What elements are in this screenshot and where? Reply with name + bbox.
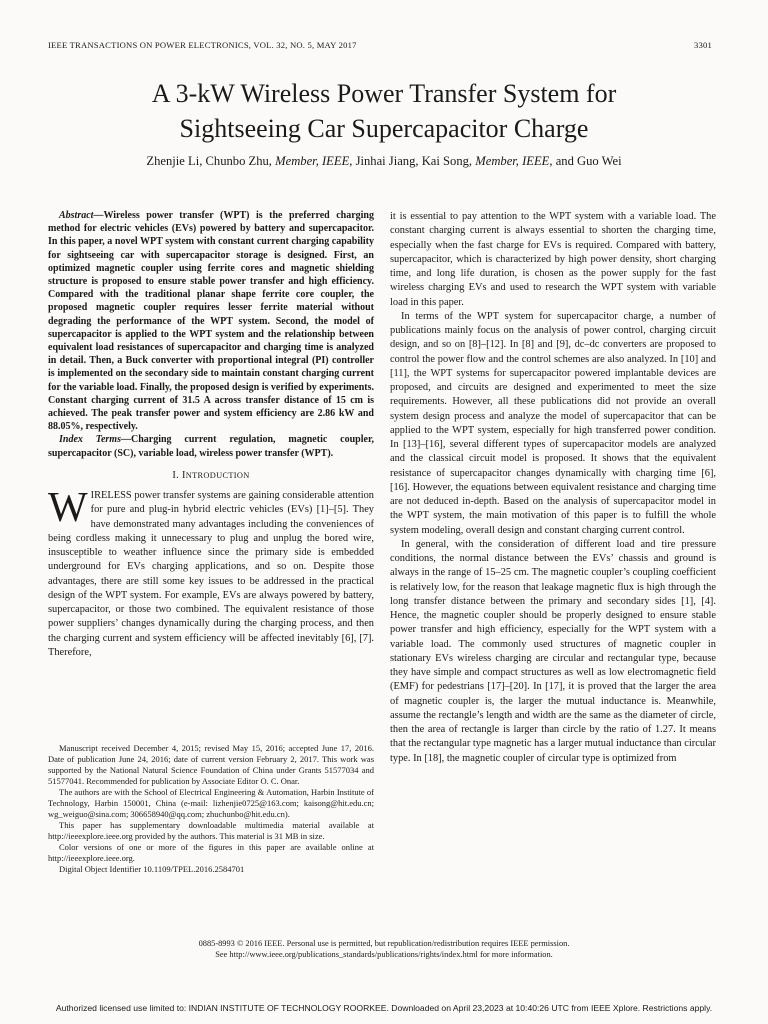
running-header (48, 40, 712, 50)
right-paragraph-3: In general, with the consideration of different load and tire pressure conditions, the normal distance between the EVs’ chassis and ground is always in the range of 15–25 cm. The magnetic coupler’s coupling coefficient is relatively low, for the reason that leakage magnetic flux is high through the long transfer distance between the primary and secondary sides [1], [4]. Hence, the magnetic coupler should be properly designed to ensure stable power transfer and high efficiency, especially for the WPT system with a variable load. The commonly used structures of magnetic coupler in stationary EVs wireless charging are circular and rectangular type, because they have simple and compact structures as well as low electromagnetic field (EMF) for pedestrians [17]–[20]. In [17], it is proved that the larger the area of magnetic coupler is, the larger the mutual inductance is. Meanwhile, assume the rectangle’s length and width are the same as the diameter of circle, then the area of rectangle is larger than circle by the ratio of 1.27. It means that the rectangular type magnetic has a larger mutual inductance than circular type. In [18], the magnetic coupler of circular type is optimized from (390, 538, 716, 764)
section-number: I. (172, 469, 180, 481)
copyright-notice (0, 938, 768, 960)
copyright-line-2: See http://www.ieee.org/publications_standards/publications/rights/index.html for more information. (215, 950, 553, 959)
authors-part-3: and Guo Wei (555, 154, 622, 168)
copyright-line-1: 0885-8993 © 2016 IEEE. Personal use is permitted, but republication/redistribution requires IEEE permission. (198, 939, 570, 948)
index-terms-text: Charging current regulation, magnetic coupler, supercapacitor (SC), variable load, wireless power transfer (WPT). (48, 434, 374, 459)
intro-text: IRELESS power transfer systems are gaining considerable attention for pure and plug-in hybrid electric vehicles (EVs) [1]–[5]. They have demonstrated many advantages including the conveniences of being cordless making it unnecessary to plug and unplug the bored wire, insusceptible to weather influence since the primary side is embedded underground for EVs charging applications, and so on. Despite those advantages, there are still some key issues to be addressed in the practical design of the WPT system. For example, EVs are always powered by battery, supercapacitor, or those two combined. The equivalent resistance of those power suppliers’ changes dynamically during the charging process, and then the charging current and system efficiency will be affected inevitably [6], [7]. Therefore, (48, 490, 374, 658)
authors-part-1: Zhenjie Li, Chunbo Zhu, (146, 154, 272, 168)
page-number: 3301 (694, 40, 712, 50)
member-ieee-1: Member, IEEE, (275, 154, 353, 168)
authorized-use-notice: Authorized licensed use limited to: INDIAN INSTITUTE OF TECHNOLOGY ROORKEE. Downloaded on April 23,2023 at 10:40:26 UTC from IEEE Xplore. Restrictions apply. (55, 1003, 713, 1013)
footnote-affiliation: The authors are with the School of Electrical Engineering & Automation, Harbin Institute of Technology, Harbin 150001, China (e-mail: lizhenjie0725@163.com; kaisong@hit.edu.cn; wg_weiguo@sina.com; 306658940@qq.com; zhuchunbo@hit.edu.cn). (48, 787, 374, 819)
section-first-letter: I (182, 469, 186, 481)
section-title-rest: NTRODUCTION (185, 470, 250, 480)
footnote-color: Color versions of one or more of the figures in this paper are available online at http://ieeexplore.ieee.org. (48, 842, 374, 863)
right-paragraph-2: In terms of the WPT system for supercapacitor charge, a number of publications mainly focus on the analysis of power control, charging circuit design, and so on [8]–[12]. In [8] and [9], dc–dc converters are proposed to control the power flow and the control schemes are also analyzed. In [10] and [11], the WPT systems for supercapacitor powered implantable devices are proposed, and circuits are designed and experimented to meet the size requirements. However, all these publications did not provide an overall system design process and analyze the model of supercapacitor that can be applied to the WPT system, especially for high transferred power condition. In [13]–[16], several different types of supercapacitor models are analyzed and the classical circuit model is proposed. It shows that the equivalent resistance of supercapacitor changes dynamically with charging time [6], [16]. However, the equations between equivalent resistance and charging time are not deduced in-depth. Based on the analysis of supercapacitor model in the WPT system, the main motivation of this paper is to fulfill the whole system modeling, overall design and constant charging current control. (390, 310, 716, 536)
footnotes (48, 743, 374, 875)
index-terms-label: Index Terms— (59, 434, 131, 446)
index-terms (48, 433, 374, 459)
member-ieee-2: Member, IEEE, (475, 154, 553, 168)
right-paragraph-1: it is essential to pay attention to the WPT system with a variable load. The constant charging current is always essential to shorten the charging time, especially when the fast charge for EVs is required. Compared with battery, supercapacitor, which is characterized by high power density, short charging time, and long life duration, is chosen as the power supply for the fast wireless charging EVs and used to research the WPT system with variable load in this paper. (390, 211, 716, 308)
right-column (390, 210, 716, 766)
journal-info: IEEE TRANSACTIONS ON POWER ELECTRONICS, VOL. 32, NO. 5, MAY 2017 (48, 40, 357, 50)
footnote-doi: Digital Object Identifier 10.1109/TPEL.2016.2584701 (59, 864, 245, 874)
paper-title (0, 76, 768, 146)
drop-cap: W (48, 485, 88, 532)
authors-part-2: Jinhai Jiang, Kai Song, (355, 154, 473, 168)
abstract-text: Wireless power transfer (WPT) is the preferred charging method for electric vehicles (EVs) powered by battery and supercapacitor. In this paper, a novel WPT system with constant current charging capability for sightseeing car with supercapacitor storage is designed. First, an optimized magnetic coupler using ferrite cores and magnetic shielding structure is proposed to ensure stable power transfer and high efficiency. Compared with the traditional planar shape ferrite core coupler, the proposed magnetic coupler requires lesser ferrite material without degrading the performance of the WPT system. Second, the model of supercapacitor is applied to the WPT system and the relationship between equivalent load resistances of supercapacitor and charging time is analyzed in detail. Then, a Buck converter with proportional integral (PI) controller is implemented on the secondary side to maintain constant charging current for the variable load. Finally, the proposed design is verified by experiments. Constant charging current of 31.5 A across transfer distance of 15 cm is achieved. The peak transfer power and system efficiency are 2.86 kW and 88.05%, respectively. (48, 210, 374, 433)
author-list (0, 154, 768, 169)
title-line-1: A 3-kW Wireless Power Transfer System for (151, 79, 617, 108)
intro-paragraph (48, 485, 374, 660)
section-heading-introduction (48, 469, 374, 483)
left-column (48, 209, 374, 660)
footnote-manuscript: Manuscript received December 4, 2015; revised May 15, 2016; accepted June 17, 2016. Date of publication June 24, 2016; date of current version February 2, 2017. This work was supported by the National Natural Science Foundation of China under Grants 51577034 and 51577041. Recommended for publication by Associate Editor O. C. Onar. (48, 743, 374, 786)
abstract-label: Abstract— (59, 210, 104, 221)
footnote-supplementary: This paper has supplementary downloadable multimedia material available at http://ieeexplore.ieee.org provided by the authors. This material is 31 MB in size. (48, 820, 374, 841)
abstract (48, 209, 374, 433)
title-line-2: Sightseeing Car Supercapacitor Charge (179, 114, 589, 143)
